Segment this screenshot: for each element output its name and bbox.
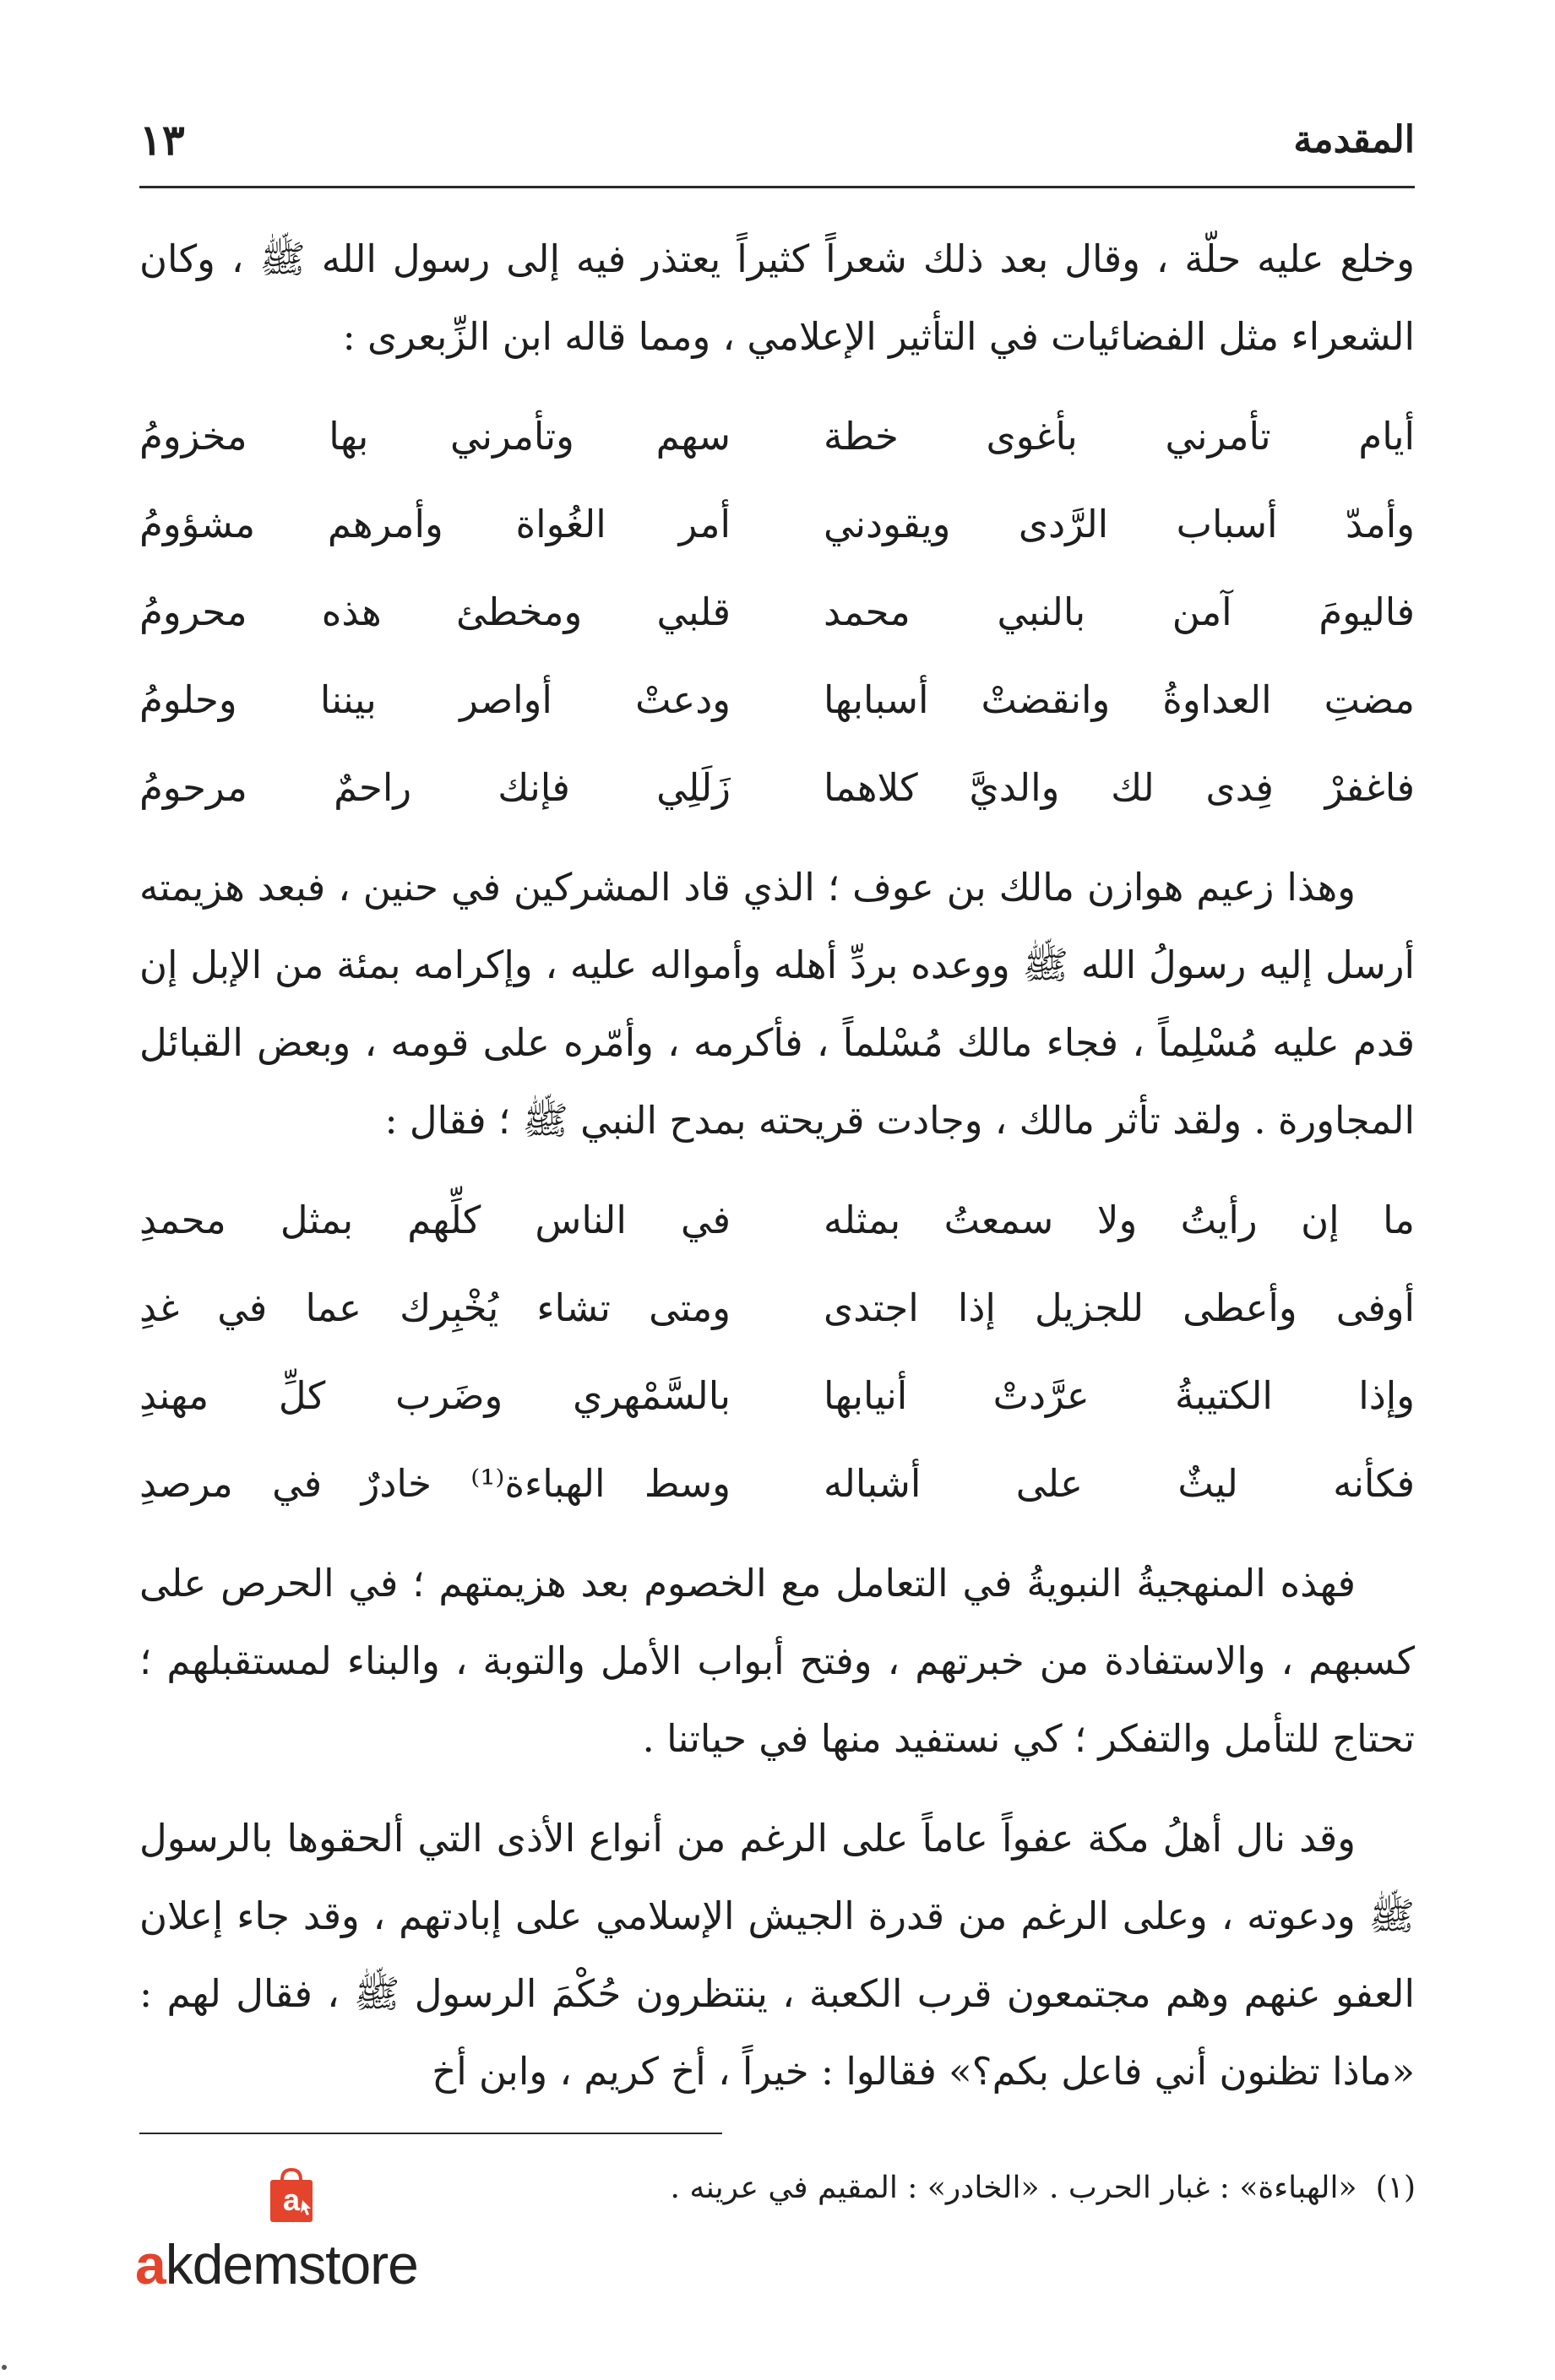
page-number: ١٣ — [139, 115, 185, 165]
verse-second-hemistich: أمر الغُواة وأمرهم مشؤومُ — [139, 502, 731, 546]
verse — [139, 1264, 1415, 1352]
verse-first-hemistich: وإذا الكتيبةُ عرَّدتْ أنيابها — [824, 1373, 1415, 1418]
logo-wordmark — [135, 2232, 418, 2296]
page — [139, 110, 1415, 2111]
verse — [139, 1440, 1415, 1528]
poem-ibn-zibara — [139, 393, 1415, 832]
paragraph-4: وقد نال أهلُ مكة عفواً عاماً على الرغم من أنواع الأذى التي ألحقوها بالرسول ﷺ ودعوته ، وعلى الرغم من قدرة الجيش الإسلامي على إبادتهم ، وقد جاء إعلان العفو عنهم وهم مجتمعون قرب الكعبة ، ينتظرون حُكْمَ الرسول ﷺ ، فقال لهم : «ماذا تظنون أني فاعل بكم؟» فقالوا : خيراً ، أخ كريم ، وابن أخ — [139, 1816, 1415, 2094]
verse-first-hemistich: أيام تأمرني بأغوى خطة — [824, 414, 1415, 459]
footnote-number: (١) — [1375, 2171, 1416, 2205]
verse-second-hemistich: في الناس كلِّهم بمثل محمدِ — [139, 1198, 731, 1242]
svg-text:a: a — [282, 2182, 301, 2217]
verse — [139, 744, 1415, 832]
verse — [139, 1176, 1415, 1264]
verse — [139, 393, 1415, 481]
verse-first-hemistich: ما إن رأيتُ ولا سمعتُ بمثله — [824, 1198, 1415, 1242]
verse — [139, 1352, 1415, 1440]
shopping-bag-icon — [262, 2166, 321, 2225]
footnote-text: «الهباءة» : غبار الحرب . «الخادر» : المقيم في عرينه . — [670, 2171, 1357, 2205]
verse-first-hemistich: فكأنه ليثٌ على أشباله — [824, 1461, 1415, 1506]
verse — [139, 481, 1415, 568]
verse-second-hemistich: ودعتْ أواصر بيننا وحلومُ — [139, 677, 731, 722]
footnote-separator — [139, 2133, 722, 2134]
verse-second-hemistich: قلبي ومخطئ هذه محرومُ — [139, 590, 731, 634]
verse-second-hemistich: وسط الهباءة⁽¹⁾ خادرٌ في مرصدِ — [139, 1461, 731, 1506]
verse-second-hemistich: بالسَّمْهري وضَرب كلِّ مهندِ — [139, 1373, 731, 1418]
verse-second-hemistich: سهم وتأمرني بها مخزومُ — [139, 414, 731, 459]
verse-first-hemistich: فاليومَ آمن بالنبي محمد — [824, 590, 1415, 634]
logo-wordmark-rest: kdemstore — [165, 2233, 418, 2296]
logo-wordmark-a: a — [135, 2233, 166, 2296]
page-body — [139, 220, 1415, 2111]
footnote — [671, 2171, 1416, 2205]
verse-first-hemistich: وأمدّ أسباب الرَّدى ويقودني — [824, 502, 1415, 546]
paragraph-3: فهذه المنهجيةُ النبويةُ في التعامل مع الخصوم بعد هزيمتهم ؛ في الحرص على كسبهم ، والاستفادة من خبرتهم ، وفتح أبواب الأمل والتوبة ، والبناء لمستقبلهم ؛ تحتاج للتأمل والتفكر ؛ كي نستفيد منها في حياتنا . — [139, 1561, 1415, 1761]
verse-first-hemistich: فاغفرْ فِدى لك والديَّ كلاهما — [824, 765, 1415, 810]
verse-second-hemistich: ومتى تشاء يُخْبِرك عما في غدِ — [139, 1285, 731, 1330]
paragraph-gap — [139, 1778, 1415, 1800]
page-header — [139, 110, 1415, 188]
poem-malik-bin-awf — [139, 1176, 1415, 1528]
akdemstore-logo — [135, 2166, 473, 2296]
verse — [139, 568, 1415, 656]
verse-second-hemistich: زَلَلِي فإنك راحمٌ مرحومُ — [139, 765, 731, 810]
scan-speck — [2, 2365, 7, 2370]
verse-first-hemistich: مضتِ العداوةُ وانقضتْ أسبابها — [824, 677, 1415, 722]
chapter-title: المقدمة — [1293, 118, 1415, 161]
paragraph-2: وهذا زعيم هوازن مالك بن عوف ؛ الذي قاد المشركين في حنين ، فبعد هزيمته أرسل إليه رسولُ الله ﷺ ووعده بردِّ أهله وأمواله عليه ، وإكرامه بمئة من الإبل إن قدم عليه مُسْلِماً ، فجاء مالك مُسْلماً ، فأكرمه ، وأمّره على قومه ، وبعض القبائل المجاورة . ولقد تأثر مالك ، وجادت قريحته بمدح النبي ﷺ ؛ فقال : — [139, 865, 1415, 1143]
verse — [139, 656, 1415, 744]
verse-first-hemistich: أوفى وأعطى للجزيل إذا اجتدى — [824, 1285, 1415, 1330]
paragraph-1: وخلع عليه حلّة ، وقال بعد ذلك شعراً كثيراً يعتذر فيه إلى رسول الله ﷺ ، وكان الشعراء مثل الفضائيات في التأثير الإعلامي ، ومما قاله ابن الزِّبعرى : — [139, 236, 1415, 359]
